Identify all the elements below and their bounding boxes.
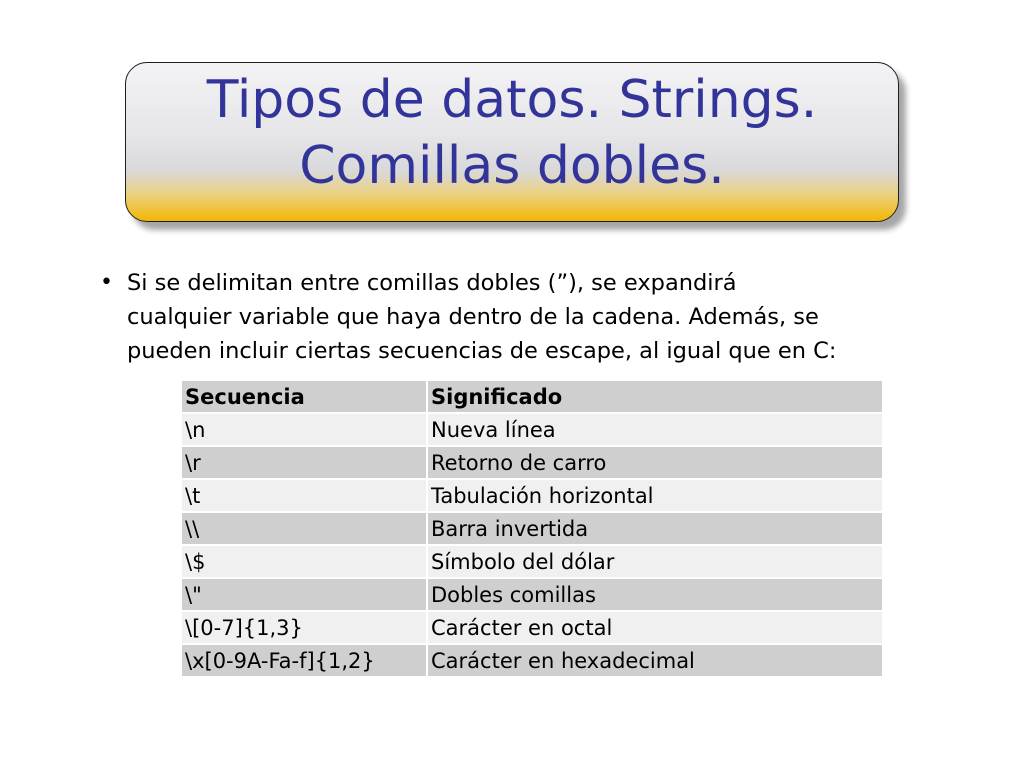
bullet-line-3: pueden incluir ciertas secuencias de escape, al igual que en C: <box>127 338 837 364</box>
table-row <box>182 513 882 544</box>
sequence-cell: \\ <box>182 513 426 544</box>
sequence-cell: \x[0-9A-Fa-f]{1,2} <box>182 645 426 676</box>
header-significado: Significado <box>428 381 882 412</box>
escape-sequences-table <box>180 379 884 678</box>
meaning-cell: Dobles comillas <box>428 579 882 610</box>
table-row <box>182 480 882 511</box>
bullet-line-2: cualquier variable que haya dentro de la cadena. Además, se <box>127 304 819 330</box>
header-secuencia: Secuencia <box>182 381 426 412</box>
table-row <box>182 414 882 445</box>
table-row <box>182 645 882 676</box>
sequence-cell: \n <box>182 414 426 445</box>
title-line-1: Tipos de datos. Strings. <box>206 70 818 130</box>
title-line-2: Comillas dobles. <box>299 136 725 196</box>
slide-title <box>126 67 898 199</box>
table-header-row <box>182 381 882 412</box>
table-row <box>182 612 882 643</box>
table-row <box>182 579 882 610</box>
meaning-cell: Barra invertida <box>428 513 882 544</box>
meaning-cell: Nueva línea <box>428 414 882 445</box>
sequence-cell: \r <box>182 447 426 478</box>
meaning-cell: Carácter en hexadecimal <box>428 645 882 676</box>
sequence-cell: \t <box>182 480 426 511</box>
title-box <box>125 62 899 222</box>
meaning-cell: Retorno de carro <box>428 447 882 478</box>
bullet-marker: • <box>100 270 113 295</box>
bullet-text <box>127 266 997 368</box>
sequence-cell: \" <box>182 579 426 610</box>
sequence-cell: \$ <box>182 546 426 577</box>
meaning-cell: Tabulación horizontal <box>428 480 882 511</box>
meaning-cell: Carácter en octal <box>428 612 882 643</box>
bullet-line-1: Si se delimitan entre comillas dobles (”), se expandirá <box>127 270 737 296</box>
sequence-cell: \[0-7]{1,3} <box>182 612 426 643</box>
table-row <box>182 447 882 478</box>
meaning-cell: Símbolo del dólar <box>428 546 882 577</box>
table-row <box>182 546 882 577</box>
